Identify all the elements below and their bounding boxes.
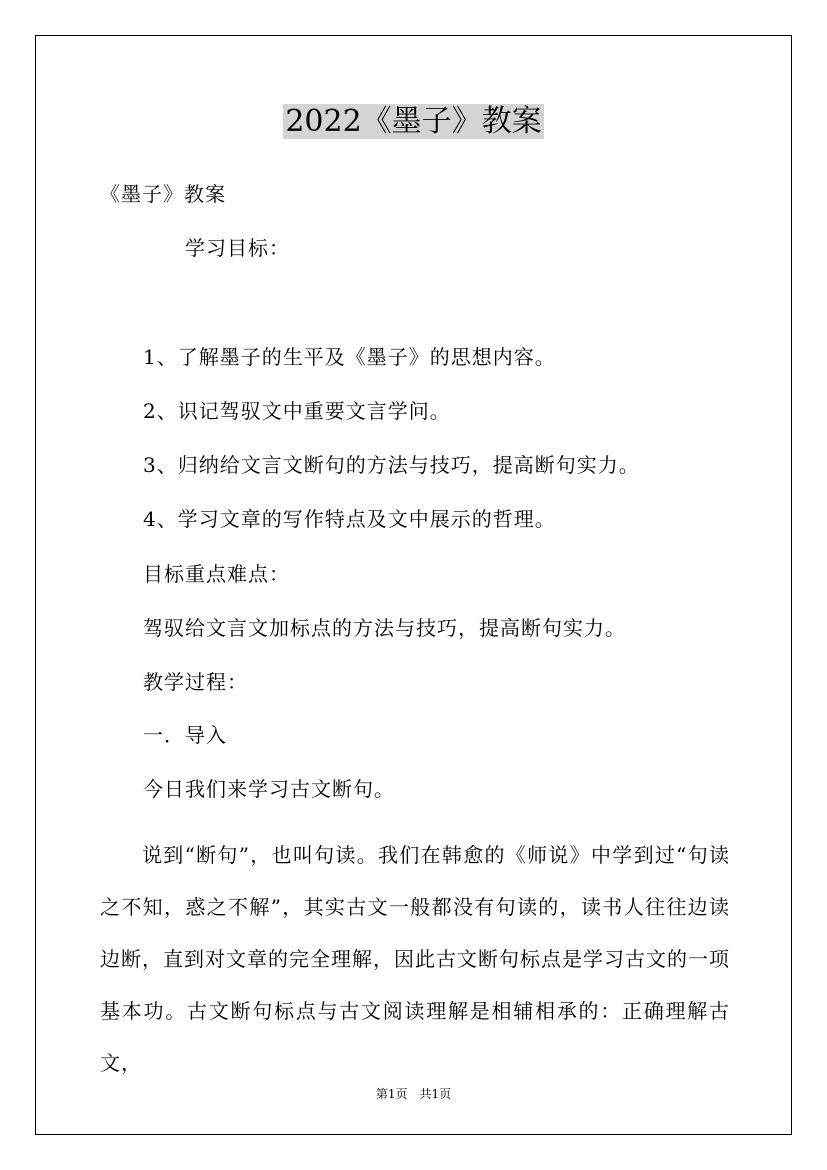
intro-line: 今日我们来学习古文断句。 <box>143 777 395 801</box>
subtitle: 《墨子》教案 <box>100 182 226 206</box>
objective-item: 4、学习文章的写作特点及文中展示的哲理。 <box>143 507 556 531</box>
page-footer: 第1页 共1页 <box>375 1087 452 1101</box>
process-heading: 教学过程： <box>143 670 248 694</box>
key-points-text: 驾驭给文言文加标点的方法与技巧，提高断句实力。 <box>143 616 626 640</box>
objective-item: 1、了解墨子的生平及《墨子》的思想内容。 <box>143 345 556 369</box>
key-points-heading: 目标重点难点： <box>143 562 290 586</box>
objectives-heading: 学习目标： <box>185 236 290 260</box>
objective-item: 2、识记驾驭文中重要文言学问。 <box>143 399 451 423</box>
document-title <box>0 103 827 141</box>
document-title-text: 2022《墨子》教案 <box>285 104 542 139</box>
objective-item: 3、归纳给文言文断句的方法与技巧，提高断句实力。 <box>143 453 640 477</box>
body-paragraph: 说到“断句”，也叫句读。我们在韩愈的《师说》中学到过“句读之不知，惑之不解”，其实古文一般都没有句读的，读书人往往边读边断，直到对文章的完全理解，因此古文断句标点是学习古文的一项基本功。古文断句标点与古文阅读理解是相辅相承的：正确理解古文， <box>100 843 730 1075</box>
section-heading: 一．导入 <box>143 723 227 747</box>
